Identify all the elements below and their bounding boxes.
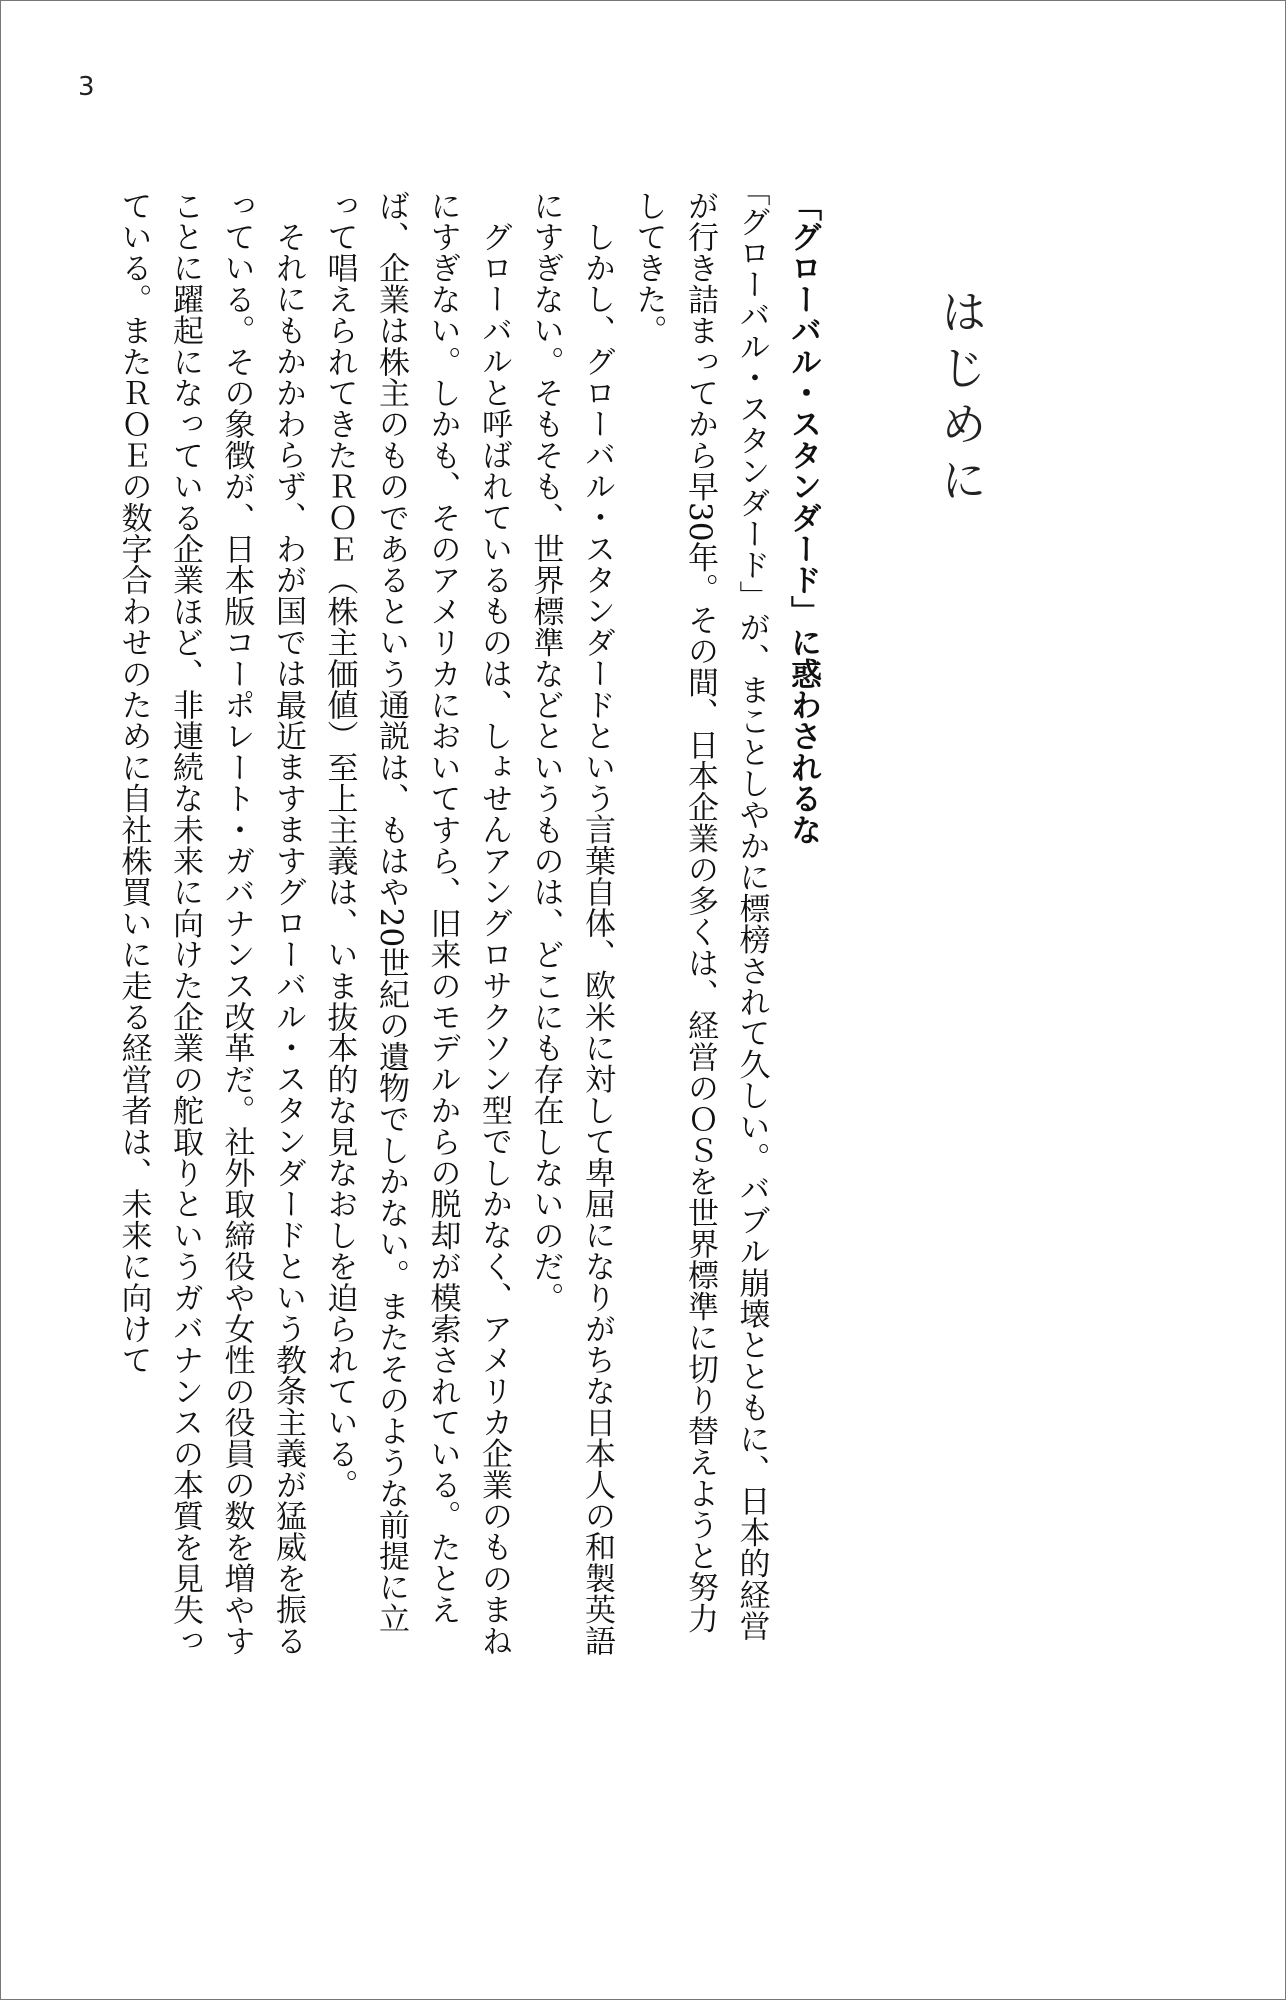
chapter-title: はじめに [934, 288, 988, 512]
paragraph-3: グローバルと呼ばれているものは、しょせんアングロサクソン型でしかなく、アメリカ企業のものまねにすぎない。しかも、そのアメリカにおいてすら、旧来のモデルからの脱却が模索されている。たとえば、企業は株主のものであるという通説は、もはや20世紀の遺物でしかない。またそのような前提に立って唱えられてきたＲＯＥ（株主価値）至上主義は、いま抜本的な見なおしを迫られている。 [321, 190, 512, 1657]
page-number: 3 [78, 72, 95, 102]
body-text [108, 174, 828, 1660]
paragraph-4: それにもかかわらず、わが国では最近ますますグローバル・スタンダードという教条主義が猛威を振るっている。その象徴が、日本版コーポレート・ガバナンス改革だ。社外取締役や女性の役員の数を増やすことに躍起になっている企業ほど、非連続な未来に向けた企業の舵取りというガバナンスの本質を見失っている。またＲＯＥの数字合わせのために自社株買いに走る経営者は、未来に向けて [115, 190, 306, 1657]
section-heading: 「グローバル・スタンダード」に惑わされるな [785, 190, 821, 846]
paragraph-2: しかし、グローバル・スタンダードという言葉自体、欧米に対して卑屈になりがちな日本人の和製英語にすぎない。そもそも、世界標準などというものは、どこにも存在しないのだ。 [527, 190, 615, 1657]
paragraph-1: 「グローバル・スタンダード」が、まことしやかに標榜されて久しい。バブル崩壊とともに、日本的経営が行き詰まってから早30年。その間、日本企業の多くは、経営のＯＳを世界標準に切り替えようと努力してきた。 [630, 174, 770, 1641]
